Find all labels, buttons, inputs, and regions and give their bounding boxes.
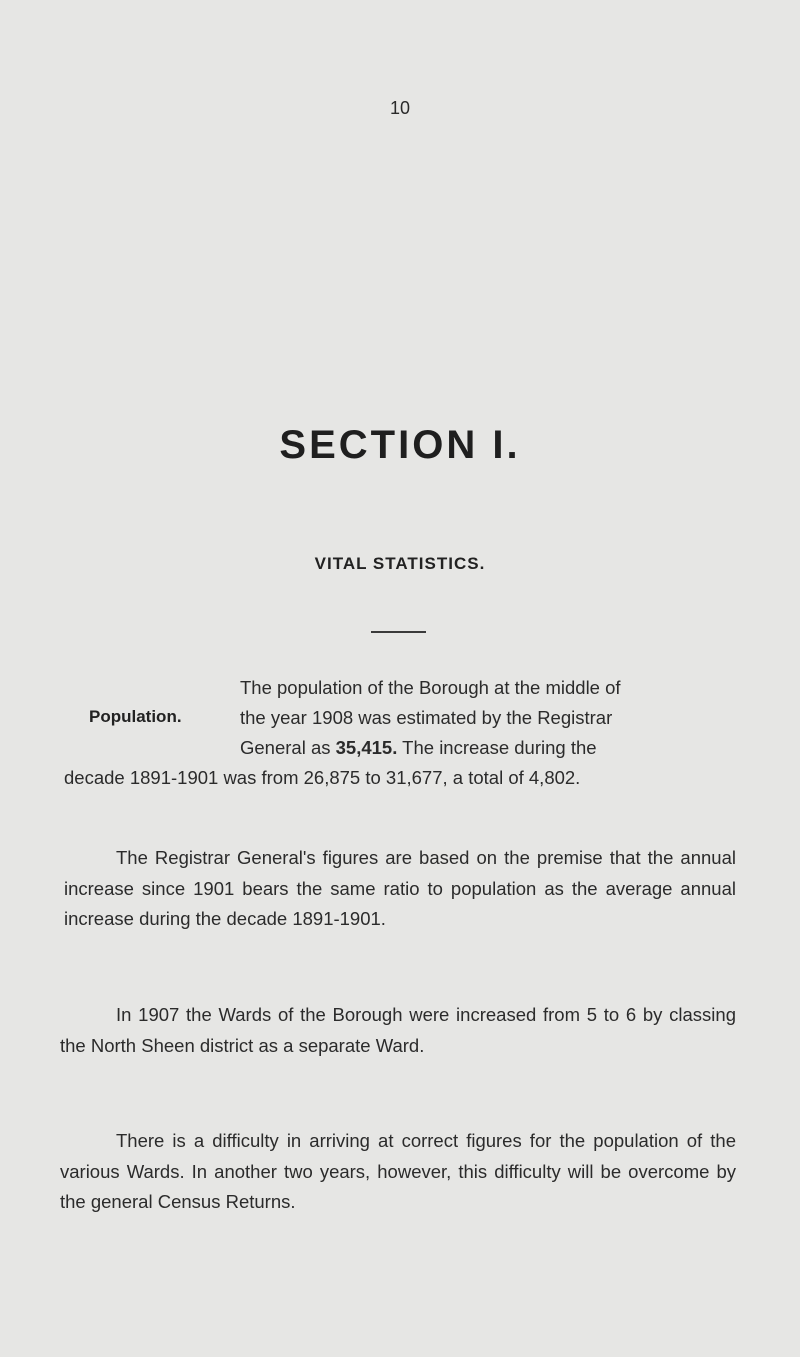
paragraph-line: The population of the Borough at the middle of [240, 677, 621, 698]
divider-rule [371, 631, 426, 633]
paragraph-line [240, 737, 597, 759]
paragraph-wards-difficulty: There is a difficulty in arriving at correct figures for the population of the various Wards. In another two years, however, this difficulty will be overcome by the general Census Returns. [60, 1130, 736, 1212]
paragraph-registrar-figures: The Registrar General's figures are based on the premise that the annual increase since 1901 bears the same ratio to population as the average annual increase during the decade 1891-1901. [64, 847, 736, 929]
paragraph-line: decade 1891-1901 was from 26,875 to 31,677, a total of 4,802. [64, 767, 581, 788]
paragraph-line: the year 1908 was estimated by the Registrar [240, 707, 613, 728]
subheading: VITAL STATISTICS. [314, 554, 486, 573]
population-estimate-figure: 35,415. [335, 737, 398, 758]
section-heading: SECTION I. [279, 423, 521, 467]
paragraph-wards-increase: In 1907 the Wards of the Borough were increased from 5 to 6 by classing the North Sheen district as a separate Ward. [60, 1004, 736, 1056]
margin-label-population: Population. [89, 707, 182, 726]
paragraph-text: The increase during the [397, 737, 597, 758]
page-number: 10 [389, 98, 411, 118]
paragraph-text: General as [240, 737, 336, 758]
